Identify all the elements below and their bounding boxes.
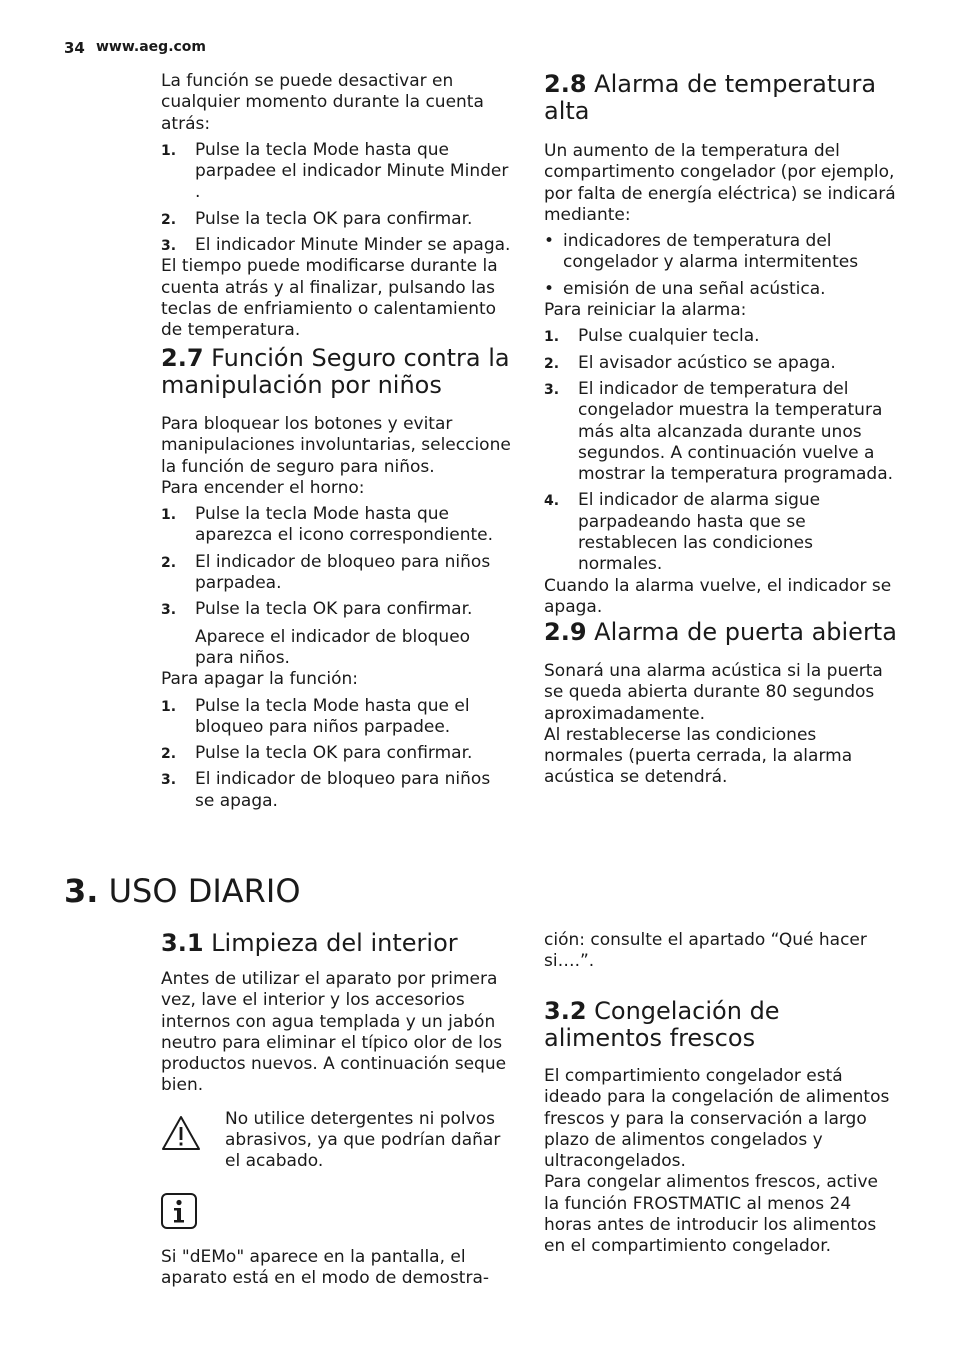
alarm-indicators-list	[544, 231, 898, 300]
section-3-2	[544, 998, 898, 1258]
list-item: 3. El indicador Minute Minder se apaga.	[161, 235, 511, 256]
list-label: Para encender el horno:	[161, 477, 365, 498]
info-text-continued: ción: consulte el apartado “Qué hacer si….”.	[544, 930, 867, 972]
list-item: 1. Pulse la tecla Mode hasta que parpadee el indicador Minute Minder .	[161, 139, 509, 203]
list-item: 2. Pulse la tecla OK para confirmar.	[161, 743, 473, 764]
info-icon	[161, 1193, 197, 1229]
list-item: 1. Pulse la tecla Mode hasta que aparezca el icono correspondiente.	[161, 504, 494, 546]
header-url: www.aeg.com	[96, 39, 207, 55]
paragraph: El compartimiento congelador está ideado para la congelación de alimentos frescos y para la conservación a largo plazo de alimentos congelados y ultracongelados.	[544, 1066, 890, 1172]
paragraph: Sonará una alarma acústica si la puerta se queda abierta durante 80 segundos aproximadamente.	[544, 661, 883, 724]
section-intro: Un aumento de la temperatura del compartimento congelador (por ejemplo, por falta de energía eléctrica) se indicará mediante:	[544, 141, 896, 225]
left-column-top	[161, 71, 513, 342]
child-lock-off-steps	[161, 696, 513, 812]
section-2-8	[544, 71, 898, 618]
list-item: • indicadores de temperatura del congelador y alarma intermitentes	[544, 231, 859, 273]
section-intro: Para bloquear los botones y evitar manipulaciones involuntarias, seleccione la función de seguro para niños.	[161, 414, 511, 477]
list-item: 3. El indicador de bloqueo para niños se apaga.	[161, 769, 491, 811]
warning-note	[161, 1109, 513, 1173]
list-item: 2. El avisador acústico se apaga.	[544, 352, 836, 373]
chapter-heading: 3. USO DIARIO	[64, 872, 301, 910]
section-3-1	[161, 930, 513, 1289]
paragraph: Al restablecerse las condiciones normales (puerta cerrada, la alarma acústica se detendrá.	[544, 724, 853, 788]
alarm-reset-steps	[544, 326, 898, 575]
intro-paragraph: La función se puede desactivar en cualquier momento durante la cuenta atrás:	[161, 71, 484, 134]
list-item: • emisión de una señal acústica.	[544, 278, 826, 299]
child-lock-on-steps	[161, 504, 513, 620]
page-number: 34	[64, 39, 85, 57]
outro-paragraph: Cuando la alarma vuelve, el indicador se apaga.	[544, 575, 892, 617]
list-item: 1. Pulse cualquier tecla.	[544, 326, 760, 347]
info-text: Si "dEMo" aparece en la pantalla, el aparato está en el modo de demostra-	[161, 1246, 490, 1288]
warning-triangle-icon	[161, 1115, 201, 1157]
list-item: 3. Pulse la tecla OK para confirmar.	[161, 599, 473, 620]
section-heading: 2.8 Alarma de temperatura alta	[544, 70, 877, 125]
list-item: 1. Pulse la tecla Mode hasta que el bloqueo para niños parpadee.	[161, 695, 470, 737]
list-item: 4. El indicador de alarma sigue parpadeando hasta que se restablecen las condiciones normales.	[544, 490, 821, 575]
section-2-9	[544, 619, 898, 789]
section-heading: 3.1 Limpieza del interior	[161, 929, 458, 957]
step-note: Aparece el indicador de bloqueo para niños.	[195, 626, 471, 668]
warning-text: No utilice detergentes ni polvos abrasivos, ya que podrían dañar el acabado.	[225, 1108, 501, 1172]
section-heading: 2.9 Alarma de puerta abierta	[544, 618, 897, 646]
list-label: Para reiniciar la alarma:	[544, 300, 747, 321]
paragraph: Antes de utilizar el aparato por primera vez, lave el interior y los accesorios internos con agua templada y un jabón neutro para eliminar el típico olor de los productos nuevos. A continuación seque bien.	[161, 969, 507, 1096]
list-item: 3. El indicador de temperatura del congelador muestra la temperatura más alta alcanzada durante unos segundos. A continuación vuelve a mostrar la temperatura programada.	[544, 378, 894, 485]
section-heading: 2.7 Función Seguro contra la manipulación por niños	[161, 344, 510, 399]
paragraph: Para congelar alimentos frescos, active la función FROSTMATIC al menos 24 horas antes de introducir los alimentos en el compartimiento congelador.	[544, 1172, 879, 1257]
section-heading: 3.2 Congelación de alimentos frescos	[544, 997, 780, 1052]
outro-paragraph: El tiempo puede modificarse durante la cuenta atrás y al finalizar, pulsando las teclas de enfriamiento o calentamiento de temperatura.	[161, 256, 498, 341]
list-label: Para apagar la función:	[161, 669, 358, 690]
list-item: 2. Pulse la tecla OK para confirmar.	[161, 208, 473, 229]
section-2-7	[161, 345, 513, 812]
minute-minder-steps	[161, 140, 513, 256]
list-item: 2. El indicador de bloqueo para niños parpadea.	[161, 551, 491, 594]
